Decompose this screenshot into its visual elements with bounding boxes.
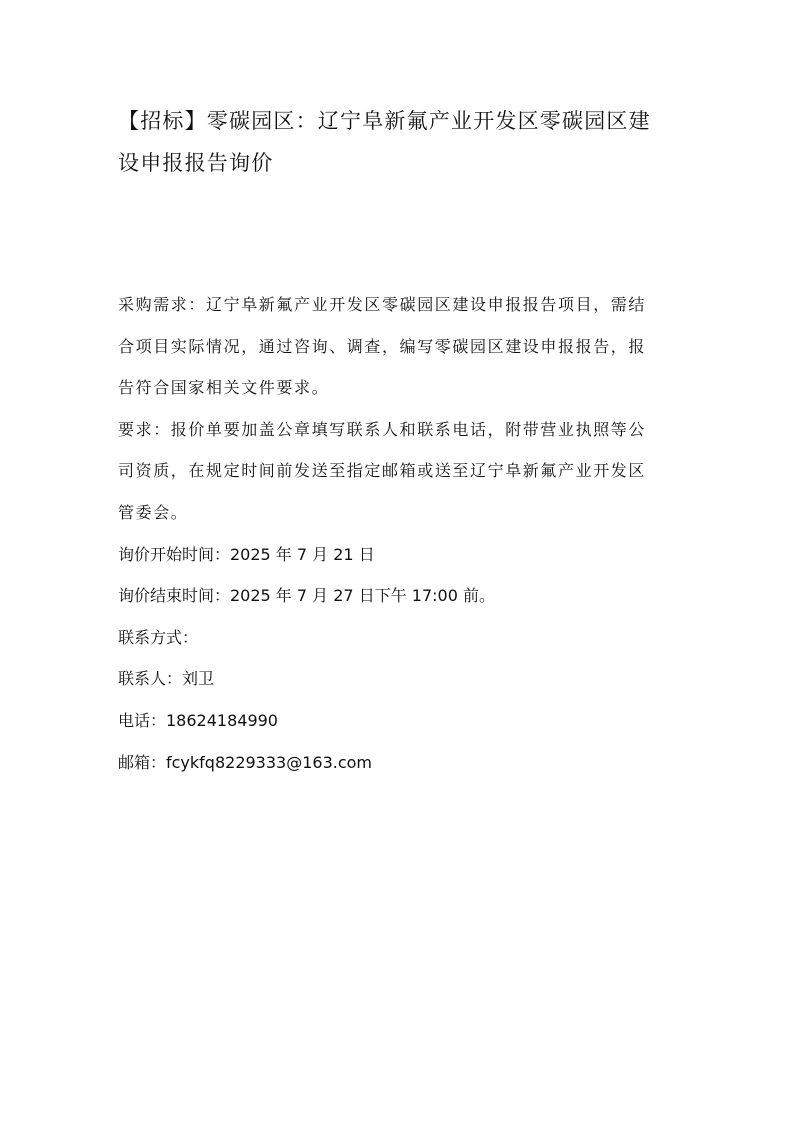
text-line: 管委会。 <box>118 502 189 522</box>
inquiry-end-time: 询价结束时间：2025 年 7 月 27 日下午 17:00 前。 <box>118 586 495 606</box>
text-line: 告符合国家相关文件要求。 <box>118 378 330 398</box>
text-line: 采购需求：辽宁阜新氟产业开发区零碳园区建设申报报告项目，需结 <box>118 295 647 314</box>
document-body <box>118 284 698 783</box>
inquiry-start-time: 询价开始时间：2025 年 7 月 21 日 <box>118 544 375 564</box>
text-line: 司资质，在规定时间前发送至指定邮箱或送至辽宁阜新氟产业开发区 <box>118 461 647 481</box>
contact-heading: 联系方式： <box>118 627 199 647</box>
contact-person: 联系人：刘卫 <box>118 669 215 689</box>
contact-phone: 电话：18624184990 <box>118 710 278 730</box>
document-title <box>118 100 698 184</box>
procurement-requirement-paragraph <box>118 284 698 409</box>
requirements-paragraph <box>118 409 698 534</box>
text-line: 要求：报价单要加盖公章填写联系人和联系电话，附带营业执照等公 <box>118 419 647 439</box>
title-line: 设申报报告询价 <box>118 151 274 175</box>
contact-email: 邮箱：fcykfq8229333@163.com <box>118 752 373 772</box>
text-line: 合项目实际情况，通过咨询、调查，编写零碳园区建设申报报告，报 <box>118 336 647 356</box>
title-line: 【招标】零碳园区：辽宁阜新氟产业开发区零碳园区建 <box>118 109 651 133</box>
